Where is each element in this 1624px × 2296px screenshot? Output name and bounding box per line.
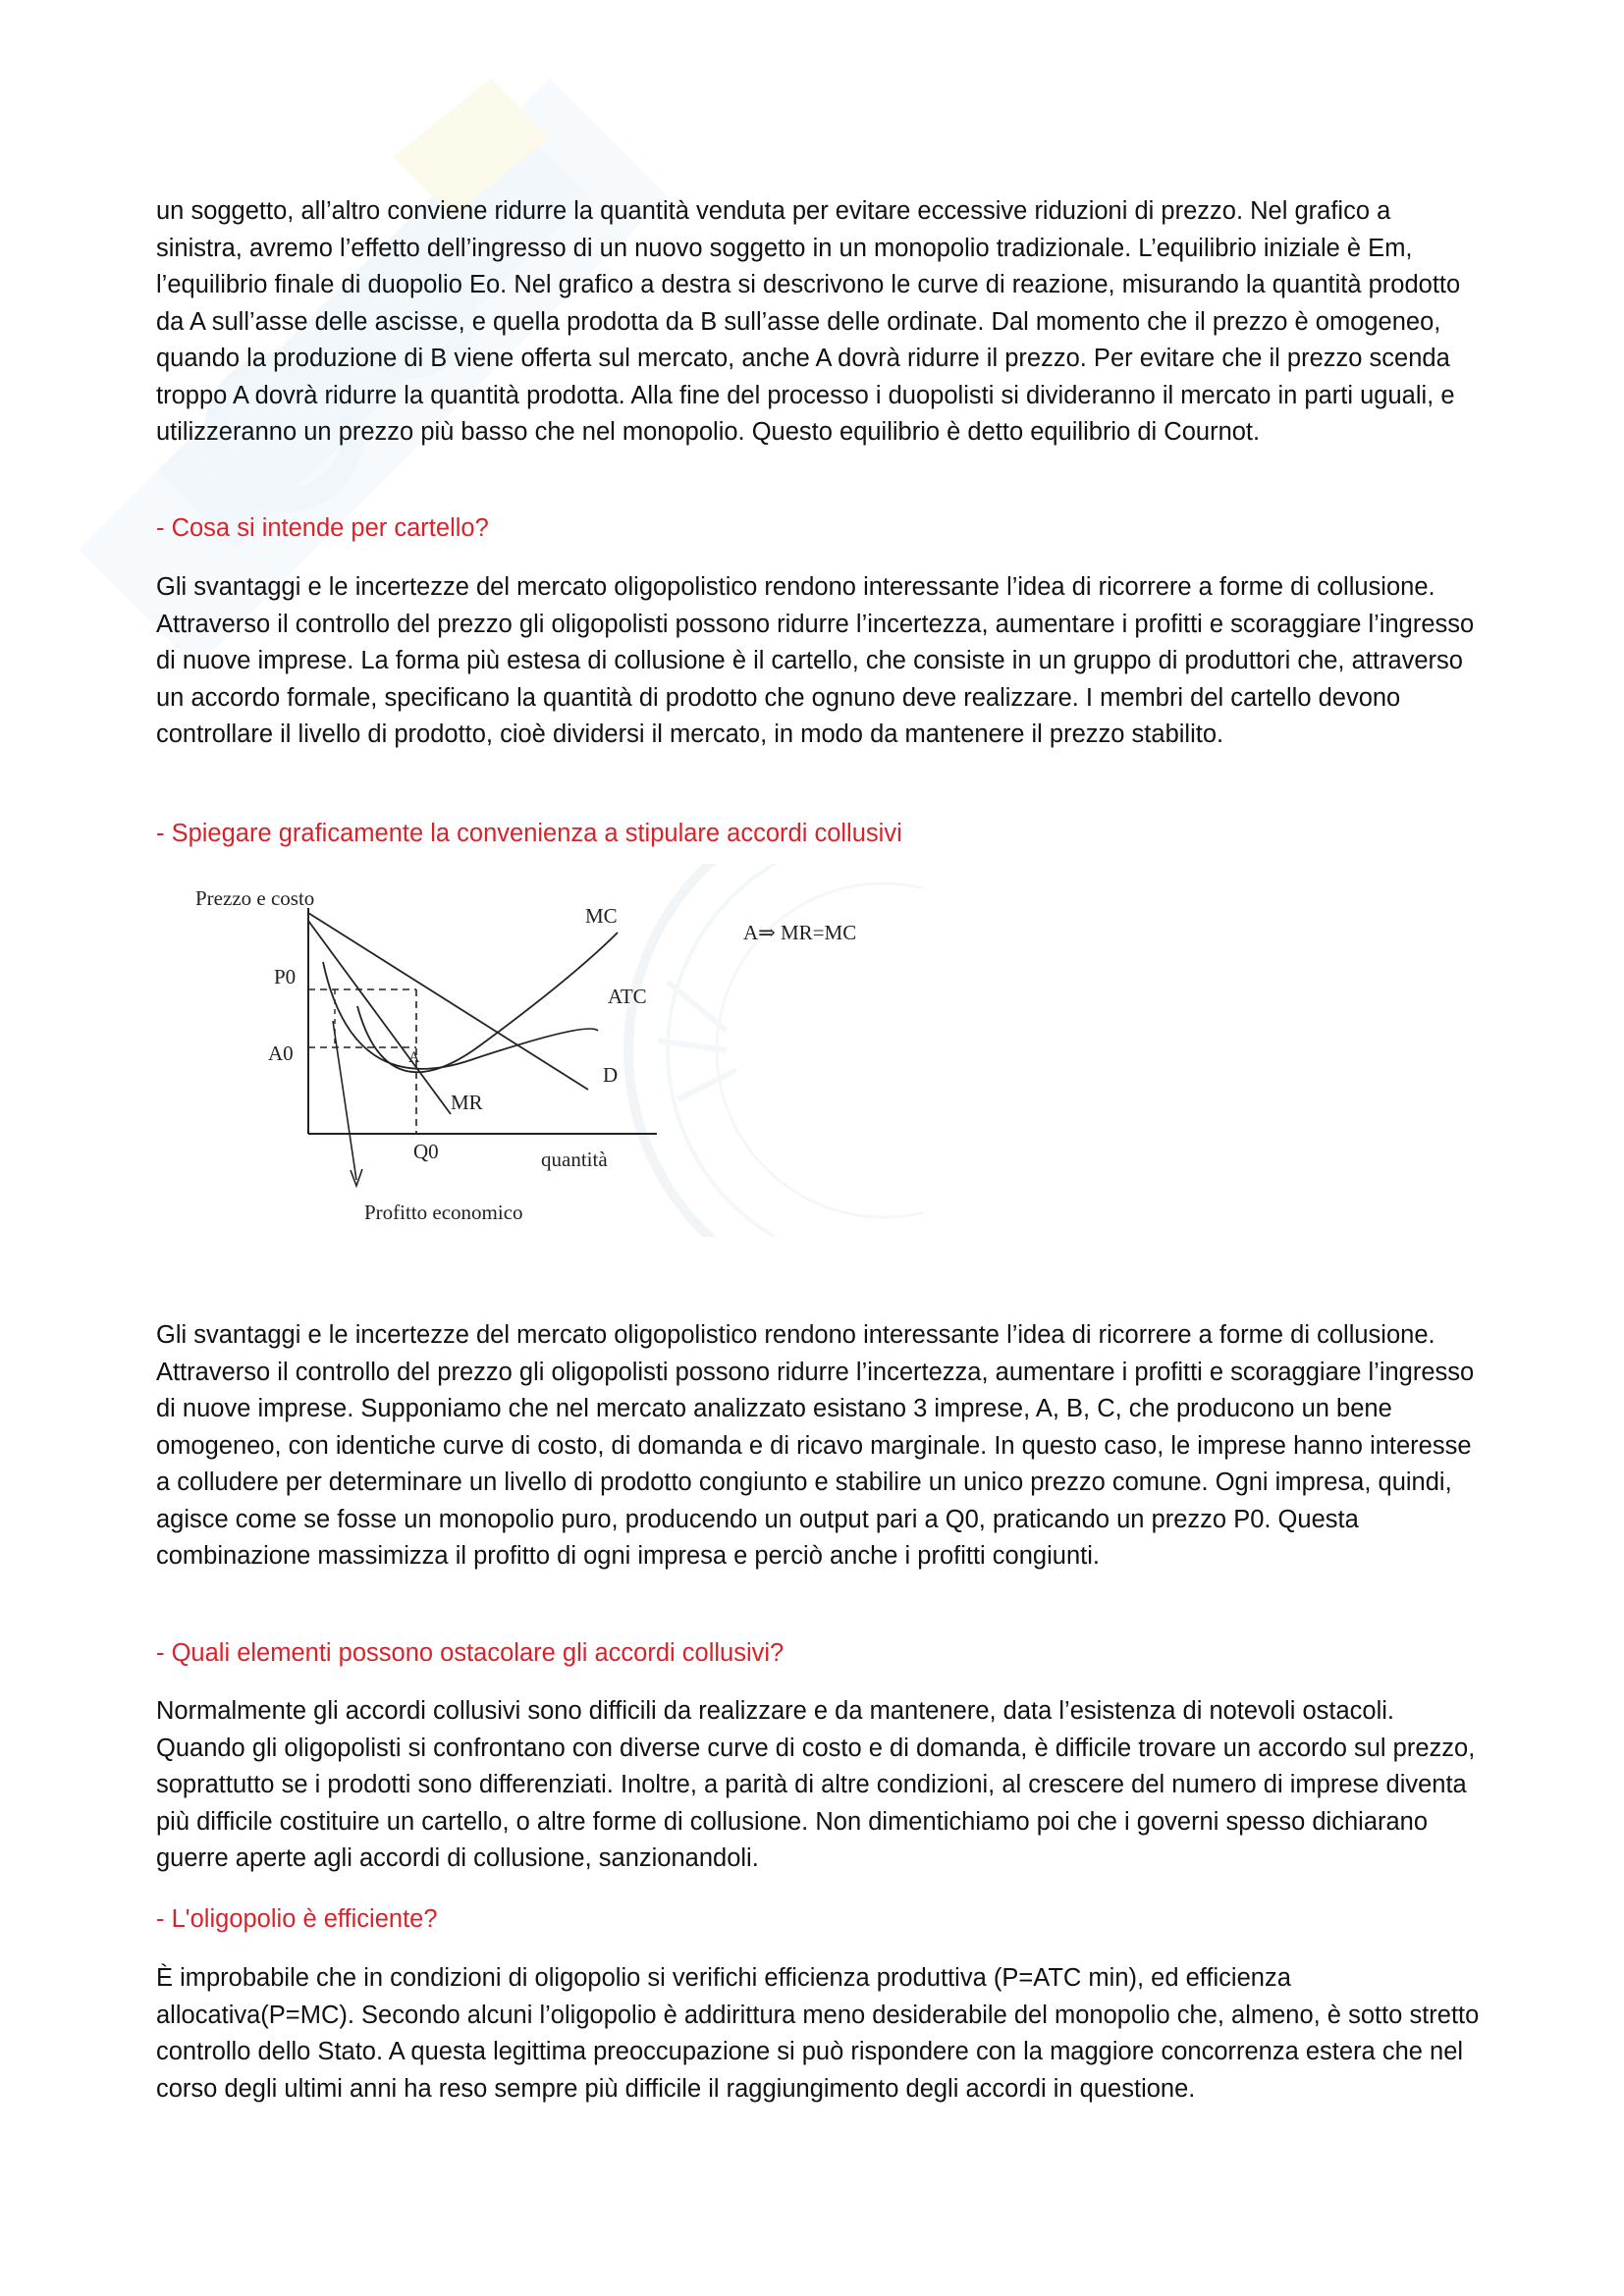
paragraph-cournot bbox=[156, 193, 1482, 452]
question-grafico bbox=[156, 816, 1482, 853]
x-axis-label: quantità bbox=[541, 1148, 608, 1171]
paragraph-text: È improbabile che in condizioni di oligopolio si verifichi efficienza produttiva (P=ATC min), ed efficienza allocativa(P=MC). Secondo alcuni l’oligopolio è addirittura meno desiderabile del monopolio che, almeno, è sotto stretto controllo dello Stato. A questa legittima preoccupazione si può rispondere con la maggiore concorrenza estera che nel corso degli ultimi anni ha reso sempre più difficile il raggiungimento degli accordi in questione. bbox=[156, 1964, 1480, 2103]
paragraph-text: Gli svantaggi e le incertezze del mercato oligopolistico rendono interessante l’idea di ricorrere a forme di collusione. Attraverso il controllo del prezzo gli oligopolisti possono ridurre l’incertezza, aumentare i profitti e scoraggiare l’ingresso di nuove imprese. La forma più estesa di collusione è il cartello, che consiste in un gruppo di produttori che, attraverso un accordo formale, specificano la quantità di prodotto che ognuno deve realizzare. I membri del cartello devono controllare il livello di prodotto, cioè dividersi il mercato, in modo da mantenere il prezzo stabilito. bbox=[156, 573, 1475, 748]
condition-label: A⇒ MR=MC bbox=[743, 921, 857, 944]
marginal-revenue-curve bbox=[308, 921, 451, 1114]
paragraph-collusione bbox=[156, 1317, 1482, 1575]
d-label: D bbox=[603, 1063, 619, 1087]
paragraph-text: Gli svantaggi e le incertezze del mercato oligopolistico rendono interessante l’idea di ricorrere a forme di collusione. Attraverso il controllo del prezzo gli oligopolisti possono ridurre l’incertezza, aumentare i profitti e scoraggiare l’ingresso di nuove imprese. Supponiamo che nel mercato analizzato esistano 3 imprese, A, B, C, che producono un bene omogeneo, con identiche curve di costo, di domanda e di ricavo marginale. In questo caso, le imprese hanno interesse a colludere per determinare un livello di prodotto congiunto e stabilire un unico prezzo comune. Ogni impresa, quindi, agisce come se fosse un monopolio puro, producendo un output pari a Q0, praticando un prezzo P0. Questa combinazione massimizza il profitto di ogni impresa e perciò anche i profitti congiunti. bbox=[156, 1321, 1475, 1570]
atc-label: ATC bbox=[608, 985, 647, 1008]
average-total-cost-curve bbox=[323, 962, 598, 1069]
demand-curve bbox=[308, 913, 588, 1090]
question-efficienza bbox=[156, 1901, 1482, 1939]
paragraph-ostacoli bbox=[156, 1693, 1482, 1878]
collusion-diagram bbox=[156, 874, 922, 1237]
profit-label: Profitto economico bbox=[364, 1201, 523, 1224]
paragraph-text: un soggetto, all’altro conviene ridurre la quantità venduta per evitare eccessive riduzioni di prezzo. Nel grafico a sinistra, avremo l’effetto dell’ingresso di un nuovo soggetto in un monopolio tradizionale. L’equilibrio iniziale è Em, l’equilibrio finale di duopolio Eo. Nel grafico a destra si descrivono le curve di reazione, misurando la quantità prodotto da A sull’asse delle ascisse, e quella prodotta da B sull’asse delle ordinate. Dal momento che il prezzo è omogeneo, quando la produzione di B viene offerta sul mercato, anche A dovrà ridurre il prezzo. Per evitare che il prezzo scenda troppo A dovrà ridurre la quantità prodotta. Alla fine del processo i duopolisti si divideranno il mercato in parti uguali, e utilizzeranno un prezzo più basso che nel monopolio. Questo equilibrio è detto equilibrio di Cournot. bbox=[156, 197, 1461, 446]
question-cartello bbox=[156, 510, 1482, 548]
a0-label: A0 bbox=[268, 1041, 294, 1065]
q0-label: Q0 bbox=[413, 1140, 439, 1163]
marginal-cost-curve bbox=[357, 933, 618, 1072]
a-point-label: A bbox=[408, 1049, 420, 1066]
mc-label: MC bbox=[585, 904, 618, 928]
question-text: - Spiegare graficamente la convenienza a stipulare accordi collusivi bbox=[156, 820, 902, 847]
p0-label: P0 bbox=[274, 965, 297, 988]
mr-label: MR bbox=[451, 1091, 483, 1114]
question-text: - Quali elementi possono ostacolare gli accordi collusivi? bbox=[156, 1639, 785, 1667]
question-text: - Cosa si intende per cartello? bbox=[156, 514, 489, 542]
paragraph-text: Normalmente gli accordi collusivi sono difficili da realizzare e da mantenere, data l’esistenza di notevoli ostacoli. Quando gli oligopolisti si confrontano con diverse curve di costo e di domanda, è difficile trovare un accordo sul prezzo, soprattutto se i prodotti sono differenziati. Inoltre, a parità di altre condizioni, al crescere del numero di imprese diventa più difficile costituire un cartello, o altre forme di collusione. Non dimentichiamo poi che i governi spesso dichiarano guerre aperte agli accordi di collusione, sanzionandoli. bbox=[156, 1697, 1476, 1872]
paragraph-efficienza bbox=[156, 1960, 1482, 2108]
question-ostacoli bbox=[156, 1635, 1482, 1673]
y-axis-label: Prezzo e costo bbox=[195, 886, 315, 910]
profit-arrow bbox=[333, 1021, 356, 1180]
question-text: - L'oligopolio è efficiente? bbox=[156, 1905, 438, 1933]
paragraph-cartello bbox=[156, 569, 1482, 754]
